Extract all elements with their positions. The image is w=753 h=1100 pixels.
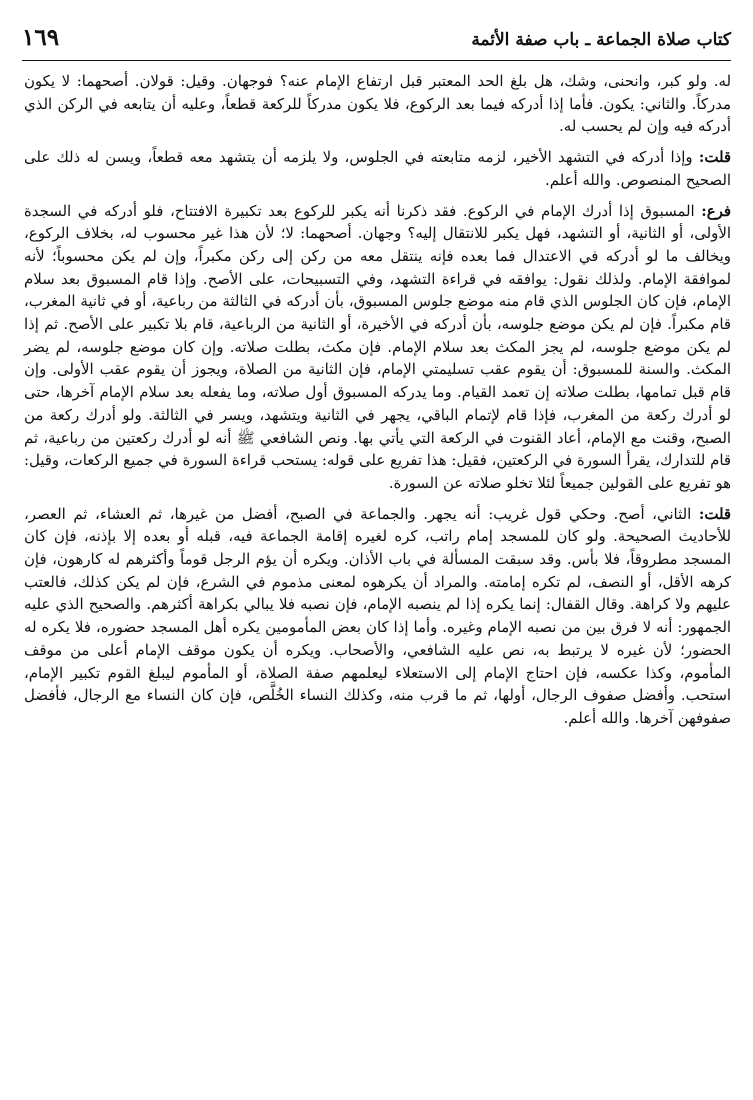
running-title: كتاب صلاة الجماعة ـ باب صفة الأئمة: [471, 30, 731, 50]
page-header: [22, 24, 731, 58]
paragraph-2-lead: قلت:: [698, 148, 731, 167]
header-rule: [22, 60, 731, 61]
paragraph-3-text: المسبوق إذا أدرك الإمام في الركوع. فقد ذكرنا أنه يكبر للركوع بعد تكبيرة الافتتاح، فلو أدركه في السجدة الأولى، أو الثانية، أو التشهد، فهل يكبر للانتقال إليه؟ وجهان. أصحهما: لا؛ لأن هذا غير محسوب له، بخلاف الركوع، ويخالف ما لو أدركه في الاعتدال فما بعده فإنه ينتقل معه من ركن إلى ركن مكبراً، وإن لم يكن محسوباً؛ لأنه لموافقة الإمام. ولذلك نقول: يوافقه في قراءة التشهد، وفي التسبيحات، على الأصح. وإذا قام المسبوق بعد سلام الإمام، فإن كان الجلوس الذي قام منه موضع جلوس المسبوق، بأن أدركه في الثالثة من رباعية، أو في ثانية المغرب، قام مكبراً. فإن لم يكن موضع جلوسه، بأن أدركه في الأخيرة، أو الثانية من الرباعية، قام بلا تكبير على الأصح. ثم إذا لم يكن موضع جلوسه، لم يجز المكث بعد سلام الإمام. فإن مكث، بطلت صلاته. وإن كان موضع جلوسه، لم يضر المكث. والسنة للمسبوق: أن يقوم عقب تسليمتي الإمام، فإن الثانية من الصلاة، ويجوز أن يقوم عقب الأولى. وإن قام قبل تمامها، بطلت صلاته إن تعمد القيام. وما يدركه المسبوق أول صلاته، وما يفعله بعد سلام الإمام آخرها، حتى لو أدرك ركعة من المغرب، فإذا قام لإتمام الباقي، يجهر في الثانية ويتشهد، ويسر في الثالثة. ولو أدرك ركعة من الصبح، وقنت مع الإمام، أعاد القنوت في الركعة التي يأتي بها. ونص الشافعي ﷺ أنه لو أدرك ركعتين من رباعية، ثم قام للتدارك، يقرأ السورة في الركعتين، فقيل: هذا تفريع على قوله: يستحب قراءة السورة في جميع الركعات، وقيل: هو تفريع على القولين جميعاً لئلا تخلو صلاته عن السورة.: [24, 201, 732, 492]
paragraph-1: [24, 70, 731, 138]
paragraph-3-lead: فرع:: [701, 201, 731, 220]
paragraph-3: [24, 200, 731, 495]
body-text: [24, 70, 731, 730]
paragraph-4-text: الثاني، أصح. وحكي قول غريب: أنه يجهر. والجماعة في الصبح، أفضل من غيرها، ثم العشاء، ثم العصر، للأحاديث الصحيحة. ولو كان للمسجد إمام راتب، كره لغيره إقامة الجماعة فيه، قبله أو بعده إلا بإذنه، فإن كان المسجد مطروقاً، فلا بأس. وقد سبقت المسألة في باب الأذان. ويكره أن يؤم الرجل قوماً وأكثرهم له كارهون، فإن كرهه الأقل، أو النصف، لم تكره إمامته. والمراد أن يكرهوه لمعنى مذموم في الشرع، فإن لم يكن كذلك، فالعتب عليهم ولا كراهة. وقال القفال: إنما يكره إذا لم ينصبه الإمام، فإن نصبه فلا يبالي بكراهة أكثرهم. والصحيح الذي عليه الجمهور: أنه لا فرق بين من نصبه الإمام وغيره. وأما إذا كان بعض المأمومين يكره أهل المسجد حضوره، فلا يكره له الحضور؛ لأن غيره لا يرتبط به، نص عليه الشافعي، والأصحاب. ويكره أن يكون موقف الإمام أعلى من موقف المأموم، وكذا عكسه، فإن احتاج الإمام إلى الاستعلاء ليعلمهم صفة الصلاة، أو المأموم ليبلغ القوم تكبير الإمام، استحب. وأفضل صفوف الرجال، أولها، ثم ما قرب منه، وكذلك النساء الخُلَّص، فإن كان النساء مع الرجال، فأفضل صفوفهن آخرها. والله أعلم.: [24, 504, 731, 727]
paragraph-4-lead: قلت:: [698, 504, 731, 523]
paragraph-1-text: له. ولو كبر، وانحنى، وشك، هل بلغ الحد المعتبر قبل ارتفاع الإمام عنه؟ فوجهان. وقيل: قولان. أصحهما: لا يكون مدركاً. والثاني: يكون. فأما إذا أدركه فيما بعد الركوع، فلا يكون مدركاً للركعة قطعاً، وعليه أن يتابعه في الركن الذي أدركه فيه وإن لم يحسب له.: [24, 72, 731, 136]
paragraph-2: [24, 146, 731, 191]
paragraph-4: [24, 503, 731, 730]
page-number: ١٦٩: [22, 24, 60, 51]
paragraph-2-text: وإذا أدركه في التشهد الأخير، لزمه متابعته في الجلوس، ولا يلزمه أن يتشهد معه قطعاً، ويسن له ذلك على الصحيح المنصوص. والله أعلم.: [24, 148, 731, 189]
